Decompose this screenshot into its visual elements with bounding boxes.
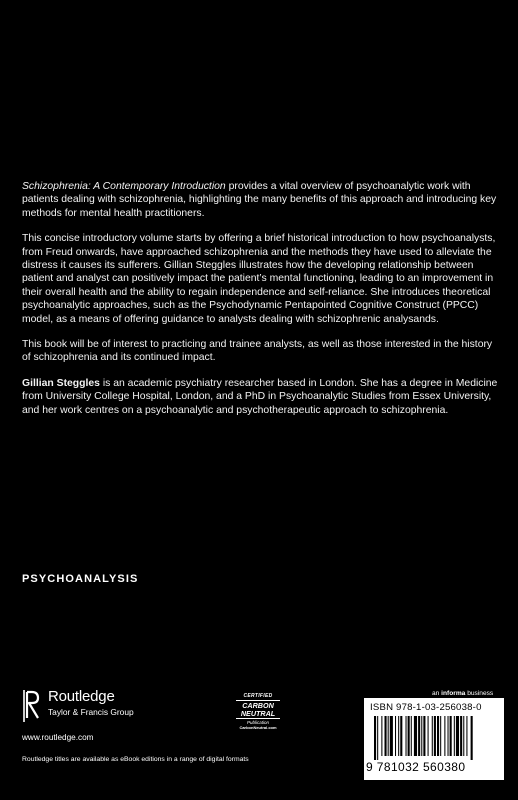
informa-business-label [432, 690, 493, 697]
back-cover-blurb [22, 180, 500, 429]
blurb-paragraph-2: This concise introductory volume starts by offering a brief historical introduction to how psychoanalysts, from Freud onwards, have approached schizophrenia and the methods they have used to alleviate the distress it causes its sufferers. Gillian Steggles illustrates how the developing relationship between patient and analyst can positively impact the patient’s mental functioning, leading to an improvement in their overall health and the ability to regain independence and self-reliance. She introduces theoretical psychoanalytic approaches, such as the Psychodynamic Pentapointed Cognitive Construct (PPCC) model, as a means of offering guidance to analysts dealing with schizophrenic analysands. [22, 233, 496, 325]
blurb-paragraph-1-text: provides a vital overview of psychoanalytic work with patients dealing with schizophrenia, highlighting the many benefits of this approach and introducing key methods for mental health practitioners. [22, 181, 497, 219]
publisher-name: Routledge [48, 688, 115, 705]
publisher-group: Taylor & Francis Group [48, 707, 134, 717]
carbon-neutral-badge [232, 693, 284, 733]
author-bio [22, 377, 500, 417]
book-title: Schizophrenia: A Contemporary Introduction [22, 181, 226, 192]
routledge-r-icon [22, 688, 42, 724]
informa-suffix: business [465, 690, 494, 697]
blurb-paragraph-1 [22, 180, 500, 220]
publication-label: Publication [246, 720, 269, 725]
barcode-icon [368, 716, 500, 760]
category-label: PSYCHOANALYSIS [22, 573, 139, 585]
carbon-neutral-site: CarbonNeutral.com [239, 725, 277, 730]
ebook-note: Routledge titles are available as eBook editions in a range of digital formats [22, 756, 249, 763]
certified-label: CERTIFIED [243, 693, 273, 699]
informa-prefix: an [432, 690, 442, 697]
author-name: Gillian Steggles [22, 377, 100, 389]
publisher-url[interactable]: www.routledge.com [22, 733, 94, 742]
barcode-block [364, 698, 504, 780]
isbn-text: ISBN 978-1-03-256038-0 [370, 702, 482, 713]
routledge-logo [22, 688, 202, 734]
barcode-digits: 9 781032 560380 [366, 760, 466, 774]
blurb-paragraph-3: This book will be of interest to practicing and trainee analysts, as well as those interested in the history of schizophrenia and its continued impact. [22, 339, 493, 364]
carbon-neutral-label: CARBON NEUTRAL [236, 700, 280, 719]
informa-brand: informa [441, 690, 466, 697]
author-bio-text: is an academic psychiatry researcher based in London. She has a degree in Medicine from University College Hospital, London, and a PhD in Psychoanalytic Studies from Essex University, and her work centres on a psychoanalytic and psychotherapeutic approach to schizophrenia. [22, 377, 498, 416]
